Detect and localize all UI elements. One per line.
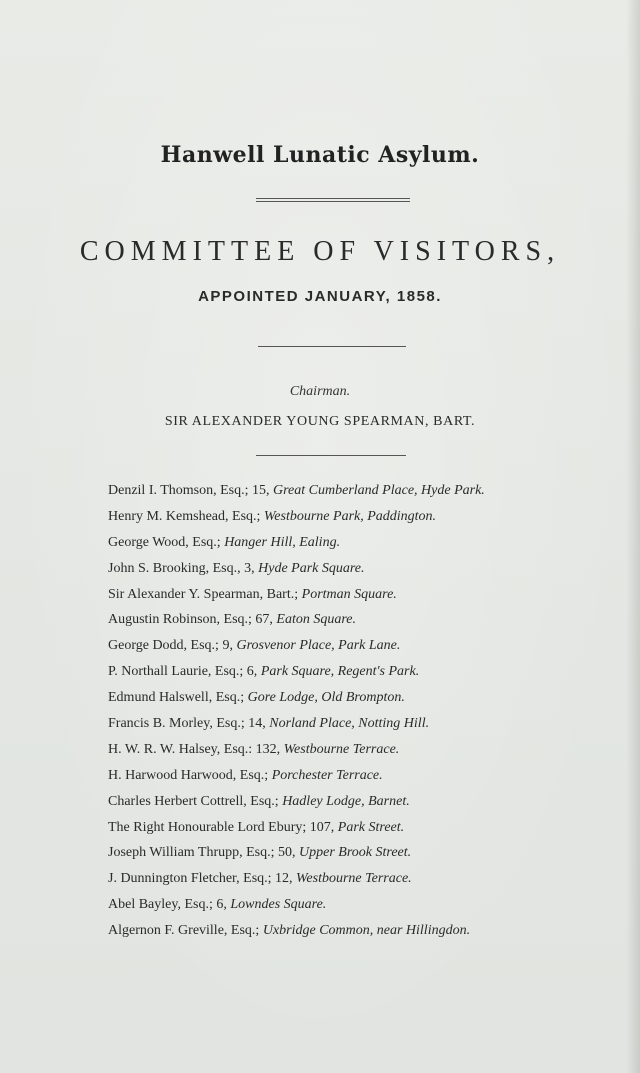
member-name: Denzil I. Thomson, Esq.; 15, xyxy=(108,483,274,498)
appointment-date: APPOINTED JANUARY, 1858. xyxy=(198,288,442,305)
member-address: Eaton Square. xyxy=(276,612,356,628)
document-title: Hanwell Lunatic Asylum. xyxy=(160,142,480,168)
member-entry xyxy=(108,611,628,637)
member-address: Westbourne Park, Paddington. xyxy=(263,508,437,524)
chairman-name: SIR ALEXANDER YOUNG SPEARMAN, BART. xyxy=(164,414,476,429)
member-name: Charles Herbert Cottrell, Esq.; xyxy=(108,793,283,809)
member-entry xyxy=(108,819,628,845)
member-address: Westbourne Terrace. xyxy=(283,741,400,757)
member-address: Uxbridge Common, near Hillingdon. xyxy=(262,923,471,939)
member-name: Henry M. Kemshead, Esq.; xyxy=(108,508,264,524)
member-entry xyxy=(108,741,628,767)
member-address: Great Cumberland Place, Hyde Park. xyxy=(273,483,485,498)
member-address: Gore Lodge, Old Brompton. xyxy=(247,690,405,706)
member-entry xyxy=(108,689,628,715)
member-entry xyxy=(108,637,628,663)
member-entry xyxy=(108,767,628,793)
title-divider xyxy=(256,198,410,199)
member-name: Francis B. Morley, Esq.; 14, xyxy=(108,716,270,732)
member-address: Norland Place, Notting Hill. xyxy=(269,716,430,732)
member-entry xyxy=(108,896,628,922)
member-entry xyxy=(108,586,628,612)
member-name: Joseph William Thrupp, Esq.; 50, xyxy=(108,845,300,861)
member-address: Hanger Hill, Ealing. xyxy=(224,534,341,550)
member-name: Abel Bayley, Esq.; 6, xyxy=(108,897,231,913)
member-address: Lowndes Square. xyxy=(230,897,327,913)
member-name: Augustin Robinson, Esq.; 67, xyxy=(108,612,277,628)
member-name: Algernon F. Greville, Esq.; xyxy=(108,923,263,939)
member-name: John S. Brooking, Esq., 3, xyxy=(108,560,259,576)
member-entry xyxy=(108,922,628,948)
member-name: J. Dunnington Fletcher, Esq.; 12, xyxy=(108,871,297,887)
member-name: George Wood, Esq.; xyxy=(108,534,225,550)
member-entry xyxy=(108,663,628,689)
member-entry xyxy=(108,715,628,741)
member-entry xyxy=(108,508,628,534)
member-address: Upper Brook Street. xyxy=(299,845,412,861)
member-entry xyxy=(108,534,628,560)
member-name: P. Northall Laurie, Esq.; 6, xyxy=(108,664,261,680)
member-entry xyxy=(108,482,628,508)
member-list xyxy=(108,482,628,948)
member-entry xyxy=(108,560,628,586)
member-name: Edmund Halswell, Esq.; xyxy=(108,690,248,706)
member-name: H. Harwood Harwood, Esq.; xyxy=(108,767,272,783)
member-address: Park Street. xyxy=(337,819,405,835)
committee-heading: COMMITTEE OF VISITORS, xyxy=(79,236,561,267)
member-address: Hadley Lodge, Barnet. xyxy=(282,793,410,809)
section-divider-top xyxy=(258,346,406,347)
member-address: Westbourne Terrace. xyxy=(296,871,412,887)
member-address: Porchester Terrace. xyxy=(271,767,383,783)
chairman-label: Chairman. xyxy=(289,384,351,399)
member-entry xyxy=(108,793,628,819)
member-name: Sir Alexander Y. Spearman, Bart.; xyxy=(108,586,302,602)
member-name: George Dodd, Esq.; 9, xyxy=(108,638,237,654)
member-address: Park Square, Regent's Park. xyxy=(260,664,420,680)
section-divider-bottom xyxy=(256,455,406,456)
member-name: The Right Honourable Lord Ebury; 107, xyxy=(108,819,338,835)
member-address: Hyde Park Square. xyxy=(258,560,365,576)
member-name: H. W. R. W. Halsey, Esq.: 132, xyxy=(108,741,284,757)
member-entry xyxy=(108,844,628,870)
member-entry xyxy=(108,870,628,896)
member-address: Grosvenor Place, Park Lane. xyxy=(236,638,401,654)
member-address: Portman Square. xyxy=(301,586,397,602)
